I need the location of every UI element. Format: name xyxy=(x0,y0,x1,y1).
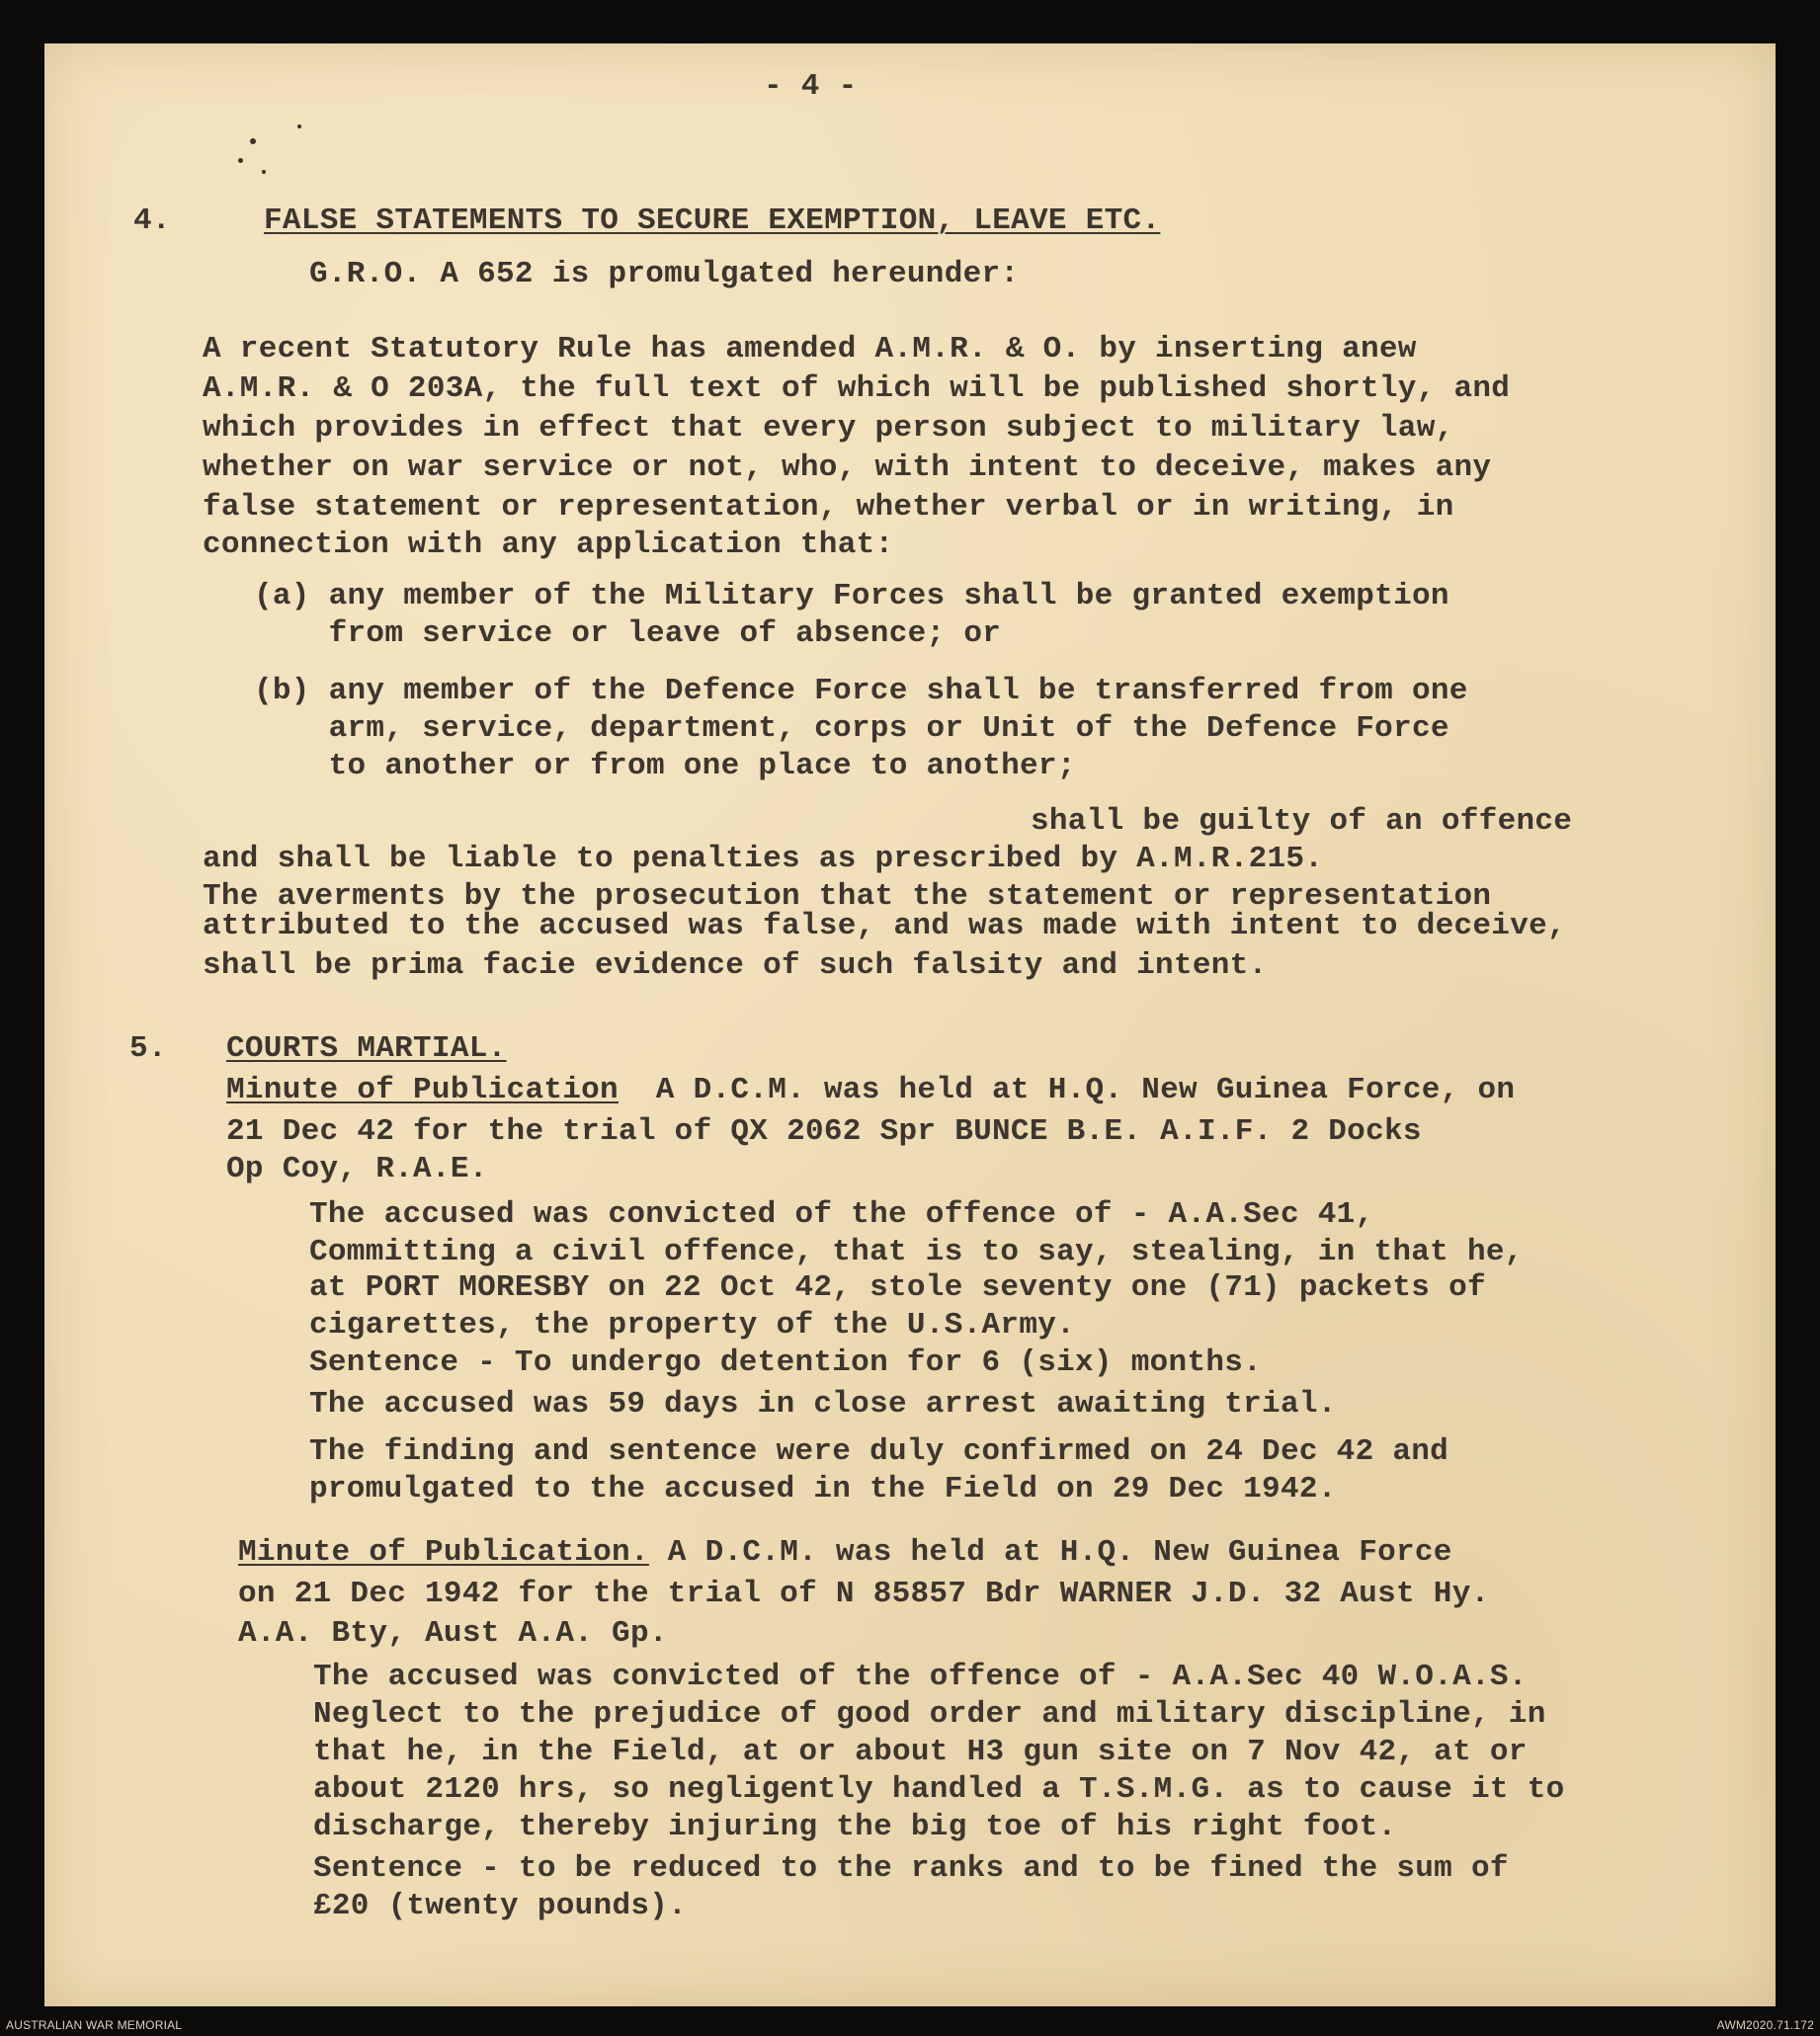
minute-1-body-line: Committing a civil offence, that is to say, stealing, in that he, xyxy=(309,1235,1524,1269)
minute-1-body-line: Sentence - To undergo detention for 6 (six) months. xyxy=(309,1345,1263,1380)
minute-2-first-line xyxy=(238,1533,1452,1573)
item-a-line: from service or leave of absence; or xyxy=(254,616,1002,651)
minute-1-first-line xyxy=(226,1071,1515,1110)
section-5-heading: COURTS MARTIAL. xyxy=(226,1031,507,1066)
item-b-line: arm, service, department, corps or Unit of the Defence Force xyxy=(254,711,1449,746)
section-4-para-line: A recent Statutory Rule has amended A.M.R. & O. by inserting anew xyxy=(203,332,1417,366)
minute-1-body-line: promulgated to the accused in the Field on 29 Dec 1942. xyxy=(309,1472,1337,1507)
section-5-number: 5. xyxy=(129,1031,167,1066)
guilty-line: shall be guilty of an offence xyxy=(1031,804,1573,839)
section-4-para-line: false statement or representation, whether verbal or in writing, in xyxy=(203,490,1454,525)
section-4-intro: G.R.O. A 652 is promulgated hereunder: xyxy=(309,257,1020,291)
section-4-number: 4. xyxy=(133,204,171,238)
footer-accession: AWM2020.71.172 xyxy=(1716,2018,1814,2032)
minute-2-label: Minute of Publication. xyxy=(238,1535,649,1570)
closing-line: and shall be liable to penalties as prescribed by A.M.R.215. xyxy=(203,842,1324,876)
ink-speck xyxy=(250,138,256,144)
closing-line: attributed to the accused was false, and was made with intent to deceive, xyxy=(203,909,1566,943)
minute-2-first-line-rest: A D.C.M. was held at H.Q. New Guinea Force xyxy=(648,1535,1452,1570)
minute-2-body-line: discharge, thereby injuring the big toe of his right foot. xyxy=(313,1810,1397,1844)
minute-2-body-line: about 2120 hrs, so negligently handled a T.S.M.G. as to cause it to xyxy=(313,1772,1565,1807)
minute-2-line: A.A. Bty, Aust A.A. Gp. xyxy=(238,1616,668,1651)
minute-1-line: Op Coy, R.A.E. xyxy=(226,1152,488,1186)
item-b-line: (b) any member of the Defence Force shall be transferred from one xyxy=(254,674,1468,708)
minute-2-body-line: £20 (twenty pounds). xyxy=(313,1889,688,1923)
footer-credit: AUSTRALIAN WAR MEMORIAL xyxy=(6,2018,183,2032)
minute-1-body-line: The accused was convicted of the offence of - A.A.Sec 41, xyxy=(309,1197,1374,1232)
minute-1-body-line: cigarettes, the property of the U.S.Army. xyxy=(309,1308,1076,1343)
section-4-para-line: connection with any application that: xyxy=(203,528,894,562)
minute-1-label: Minute of Publication xyxy=(226,1073,619,1107)
minute-2-body-line: that he, in the Field, at or about H3 gun site on 7 Nov 42, at or xyxy=(313,1735,1528,1769)
minute-1-line: 21 Dec 42 for the trial of QX 2062 Spr BUNCE B.E. A.I.F. 2 Docks xyxy=(226,1114,1422,1149)
minute-1-first-line-rest: A D.C.M. was held at H.Q. New Guinea Force, on xyxy=(618,1073,1516,1107)
document-page xyxy=(44,43,1776,2006)
item-a-line: (a) any member of the Military Forces shall be granted exemption xyxy=(254,579,1449,613)
page-number: - 4 - xyxy=(764,69,858,104)
section-4-para-line: A.M.R. & O 203A, the full text of which will be published shortly, and xyxy=(203,371,1511,406)
minute-2-body-line: The accused was convicted of the offence of - A.A.Sec 40 W.O.A.S. xyxy=(313,1660,1528,1694)
closing-line: The averments by the prosecution that the statement or representation xyxy=(203,879,1492,914)
minute-1-body-line: at PORT MORESBY on 22 Oct 42, stole seventy one (71) packets of xyxy=(309,1270,1486,1305)
item-b-line: to another or from one place to another; xyxy=(254,749,1076,783)
minute-1-body-line: The finding and sentence were duly confirmed on 24 Dec 42 and xyxy=(309,1434,1449,1469)
ink-speck xyxy=(262,170,266,174)
section-4-para-line: whether on war service or not, who, with intent to deceive, makes any xyxy=(203,450,1492,485)
minute-1-body-line: The accused was 59 days in close arrest awaiting trial. xyxy=(309,1387,1337,1422)
minute-2-body-line: Neglect to the prejudice of good order and military discipline, in xyxy=(313,1697,1546,1732)
section-4-heading: FALSE STATEMENTS TO SECURE EXEMPTION, LEAVE ETC. xyxy=(264,204,1161,238)
ink-speck xyxy=(297,124,301,128)
ink-speck xyxy=(238,158,243,163)
minute-2-line: on 21 Dec 1942 for the trial of N 85857 Bdr WARNER J.D. 32 Aust Hy. xyxy=(238,1577,1490,1611)
section-4-para-line: which provides in effect that every person subject to military law, xyxy=(203,411,1454,446)
closing-line: shall be prima facie evidence of such falsity and intent. xyxy=(203,948,1268,983)
minute-2-body-line: Sentence - to be reduced to the ranks and to be fined the sum of xyxy=(313,1851,1509,1886)
